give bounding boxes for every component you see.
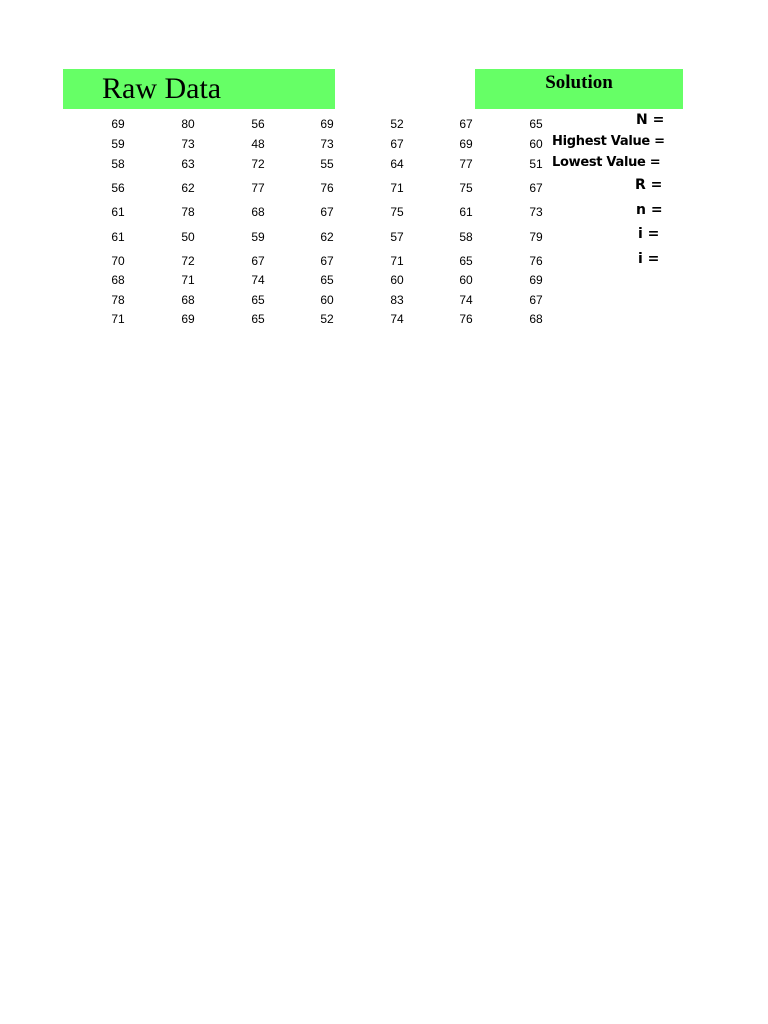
data-cell[interactable]: 67: [251, 254, 265, 268]
data-cell[interactable]: 73: [320, 137, 334, 151]
data-cell[interactable]: 77: [459, 157, 473, 171]
data-cell[interactable]: 78: [111, 293, 125, 307]
data-cell[interactable]: 61: [111, 230, 125, 244]
data-cell[interactable]: 62: [320, 230, 334, 244]
data-cell[interactable]: 68: [181, 293, 195, 307]
solution-label-n: n =: [636, 202, 663, 218]
data-cell[interactable]: 76: [529, 254, 543, 268]
data-cell[interactable]: 56: [251, 117, 265, 131]
data-cell[interactable]: 67: [390, 137, 404, 151]
data-cell[interactable]: 69: [459, 137, 473, 151]
data-cell[interactable]: 71: [111, 312, 125, 326]
data-cell[interactable]: 71: [390, 181, 404, 195]
data-cell[interactable]: 68: [111, 273, 125, 287]
data-cell[interactable]: 68: [251, 205, 265, 219]
solution-label-N: N =: [636, 112, 665, 128]
data-cell[interactable]: 72: [181, 254, 195, 268]
solution-title: Solution: [545, 72, 613, 93]
data-cell[interactable]: 67: [459, 117, 473, 131]
data-cell[interactable]: 67: [320, 254, 334, 268]
data-cell[interactable]: 56: [111, 181, 125, 195]
data-cell[interactable]: 60: [390, 273, 404, 287]
raw-data-header: [63, 69, 335, 109]
data-cell[interactable]: 70: [111, 254, 125, 268]
data-cell[interactable]: 60: [459, 273, 473, 287]
data-cell[interactable]: 48: [251, 137, 265, 151]
data-cell[interactable]: 65: [529, 117, 543, 131]
data-cell[interactable]: 74: [251, 273, 265, 287]
data-cell[interactable]: 61: [459, 205, 473, 219]
data-cell[interactable]: 73: [181, 137, 195, 151]
data-cell[interactable]: 67: [529, 293, 543, 307]
data-cell[interactable]: 65: [320, 273, 334, 287]
data-cell[interactable]: 50: [181, 230, 195, 244]
data-cell[interactable]: 65: [251, 312, 265, 326]
data-cell[interactable]: 69: [181, 312, 195, 326]
data-cell[interactable]: 52: [390, 117, 404, 131]
data-cell[interactable]: 51: [529, 157, 543, 171]
data-cell[interactable]: 59: [251, 230, 265, 244]
data-cell[interactable]: 55: [320, 157, 334, 171]
data-cell[interactable]: 74: [390, 312, 404, 326]
solution-label-R: R =: [635, 177, 663, 193]
data-cell[interactable]: 57: [390, 230, 404, 244]
data-cell[interactable]: 69: [320, 117, 334, 131]
raw-data-title: Raw Data: [102, 72, 222, 105]
data-cell[interactable]: 67: [320, 205, 334, 219]
data-cell[interactable]: 60: [320, 293, 334, 307]
data-cell[interactable]: 76: [459, 312, 473, 326]
data-cell[interactable]: 67: [529, 181, 543, 195]
data-cell[interactable]: 69: [111, 117, 125, 131]
data-cell[interactable]: 77: [251, 181, 265, 195]
data-cell[interactable]: 76: [320, 181, 334, 195]
data-cell[interactable]: 73: [529, 205, 543, 219]
solution-label-lowest-value: Lowest Value =: [552, 155, 661, 170]
data-cell[interactable]: 83: [390, 293, 404, 307]
solution-label-i-2: i =: [638, 251, 660, 267]
data-cell[interactable]: 65: [251, 293, 265, 307]
data-cell[interactable]: 72: [251, 157, 265, 171]
data-cell[interactable]: 63: [181, 157, 195, 171]
data-cell[interactable]: 64: [390, 157, 404, 171]
data-cell[interactable]: 68: [529, 312, 543, 326]
data-cell[interactable]: 62: [181, 181, 195, 195]
data-cell[interactable]: 61: [111, 205, 125, 219]
data-cell[interactable]: 74: [459, 293, 473, 307]
solution-header: [475, 69, 683, 109]
data-cell[interactable]: 58: [459, 230, 473, 244]
data-cell[interactable]: 71: [390, 254, 404, 268]
data-cell[interactable]: 58: [111, 157, 125, 171]
data-cell[interactable]: 71: [181, 273, 195, 287]
data-cell[interactable]: 60: [529, 137, 543, 151]
data-cell[interactable]: 78: [181, 205, 195, 219]
solution-label-highest-value: Highest Value =: [552, 134, 665, 149]
data-cell[interactable]: 65: [459, 254, 473, 268]
data-cell[interactable]: 69: [529, 273, 543, 287]
data-cell[interactable]: 75: [390, 205, 404, 219]
data-cell[interactable]: 75: [459, 181, 473, 195]
data-cell[interactable]: 80: [181, 117, 195, 131]
data-cell[interactable]: 79: [529, 230, 543, 244]
data-cell[interactable]: 59: [111, 137, 125, 151]
data-cell[interactable]: 52: [320, 312, 334, 326]
solution-label-i-1: i =: [638, 226, 660, 242]
